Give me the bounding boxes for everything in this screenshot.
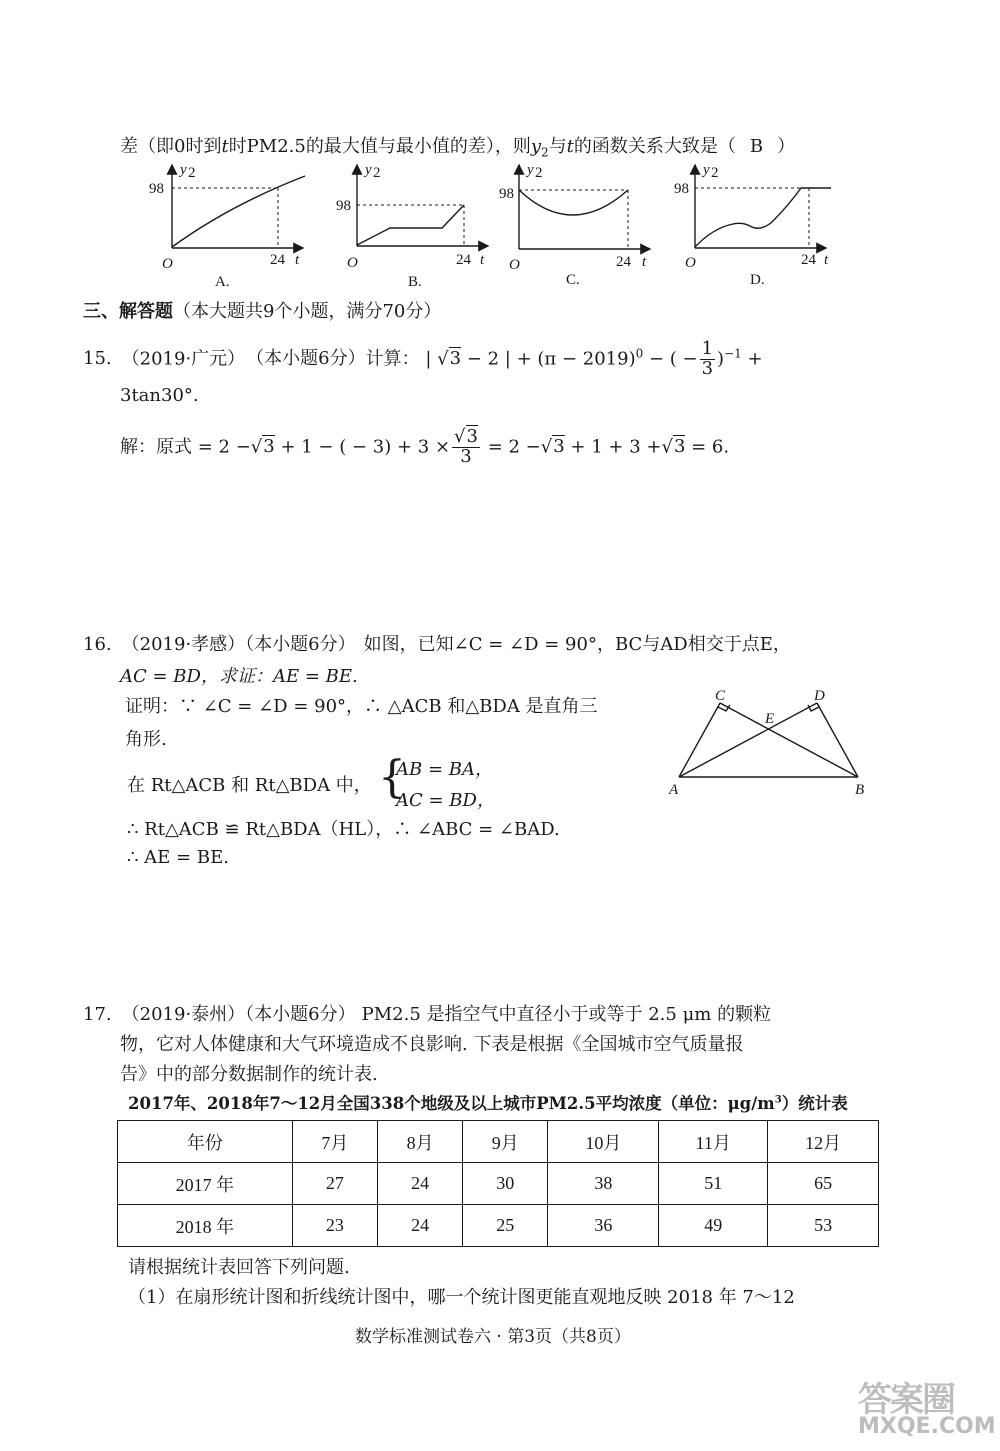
graph-a-yaxis-sub: 2 [188,165,196,181]
q14-stem-end: 的函数关系大致是（ [573,136,736,157]
table-header-cell: 12月 [768,1121,879,1163]
table-header-cell: 年份 [118,1121,293,1163]
q15-source: （2019·广元） [121,348,246,370]
table-cell: 23 [292,1205,377,1247]
table-header-cell: 9月 [463,1121,548,1163]
q15-sol-sqrt-a: 3 [263,436,275,458]
table-cell: 24 [377,1163,462,1205]
q17-stem3: 告》中的部分数据制作的统计表. [120,1064,378,1085]
q15-sol-frac-den: 3 [460,445,472,467]
graph-c-xaxis: t [642,254,647,270]
graph-b-xaxis: t [480,252,485,268]
section-heading [83,297,441,323]
q17-stem1-text: PM2.5 是指空气中直径小于或等于 2.5 μm 的颗粒 [361,1004,772,1025]
graph-b-origin: O [347,255,358,271]
fig-label-b: B [855,782,865,798]
graph-c-label: C. [566,272,580,288]
q15-sol-fraction [452,428,480,467]
q15-solution: 解：原式 = 2 −√3 + 1 − ( − 3) + 3 × $\frac{√3}{3}$ = 2 −√3 + 1 + 3 +√3 = 6. [120,426,730,467]
graph-a [145,160,315,290]
q14-stem [120,132,795,160]
graph-c [492,160,662,290]
fig-label-e: E [765,711,775,727]
table-cell: 53 [768,1205,879,1247]
graph-d-yaxis: y [703,162,710,178]
q14-close: ） [777,136,796,157]
q16-proof1: 证明：∵ ∠C = ∠D = 90°，∴ △ACB 和△BDA 是直角三 [125,696,598,717]
q16-sys1: AB = BA， [396,759,493,780]
graph-a-ytick: 98 [149,181,164,197]
q15-sol4: + 1 + 3 + [564,436,662,458]
q15-expr1: | [425,348,438,370]
q15-sqrt3: 3 [449,348,462,370]
q15-sol-sqrt-b: 3 [553,436,565,458]
q17-points: （本小题6分） [245,1004,356,1025]
table-cell: 2017 年 [118,1163,293,1205]
table-header-cell: 10月 [548,1121,659,1163]
q17-after: 请根据统计表回答下列问题. [128,1257,350,1278]
q15-exp0: 0 [635,346,644,361]
table-header-cell: 7月 [292,1121,377,1163]
graph-b-yaxis-sub: 2 [373,165,381,181]
q14-stem-and: 与 [548,136,567,157]
table-cell: 2018 年 [118,1205,293,1247]
graph-d [668,160,838,290]
q15-frac-den: 3 [701,357,714,379]
graph-d-yaxis-sub: 2 [711,165,719,181]
q17-stem1 [83,1000,771,1026]
graph-b [330,160,500,290]
q16-number: 16. [83,634,112,655]
q14-var-t: t [221,136,229,157]
q15-line2: 3tan30°. [120,385,199,406]
section-title: 三、解答题 [83,301,173,322]
q17-table-title-end: ）统计表 [781,1094,848,1113]
page-footer: 数学标准测试卷六 · 第3页（共8页） [355,1327,631,1347]
table-cell: 38 [548,1163,659,1205]
q15-sol3: = 2 − [481,436,541,458]
graph-c-ytick: 98 [499,186,514,202]
graph-b-label: B. [408,274,422,290]
graph-c-yaxis: y [527,162,534,178]
table-cell: 36 [548,1205,659,1247]
graph-a-yaxis: y [180,162,187,178]
graph-b-xtick: 24 [456,252,471,268]
table-row [118,1163,879,1205]
q17-number: 17. [83,1004,112,1025]
q15-sol-sqrt-c: 3 [673,436,686,458]
q15-frac-num: 1 [701,338,714,359]
q15-expm1: −1 [724,346,742,361]
q15-sol-frac-num: √3 [454,426,478,447]
table-header-cell: 8月 [377,1121,462,1163]
q15-ask: 计算： [365,348,420,370]
q16-points: （本小题6分） [245,634,356,655]
graph-b-yaxis: y [365,162,372,178]
q14-stem-mid: 时PM2.5的最大值与最小值的差），则 [228,136,531,157]
table-cell: 27 [292,1163,377,1205]
q16-proof4: ∴ Rt△ACB ≌ Rt△BDA（HL），∴ ∠ABC = ∠BAD. [127,819,560,840]
q15-expr4: ) [717,348,725,370]
q17-table-title [128,1090,848,1114]
q14-var-t2: t [566,136,574,157]
q15-sol1: 原式 = 2 − [156,436,251,458]
graph-d-xaxis: t [824,252,829,268]
fig-label-d: D [814,688,825,704]
q16-sys2: AC = BD， [396,790,495,811]
q16-figure [665,685,875,805]
q16-stem1 [83,630,791,656]
q15-stem: 15. （2019·广元） （本小题6分）计算： | √3 − 2 | + $(\pi - 2019)^0$ − ( − $\frac{1}{3}$ )$^{-1}$ + [83,338,763,379]
q17-table-title-sup: 3 [774,1094,782,1106]
graph-a-xtick: 24 [270,252,285,268]
q15-fraction [700,340,715,379]
table-cell: 65 [768,1163,879,1205]
q16-stem2: AC = BD，求证：AE = BE. [120,666,358,687]
fig-label-c: C [715,688,726,704]
q16-system-brace: { [378,752,406,803]
q14-var-y: y [530,136,542,157]
q15-points: （本小题6分） [255,348,366,370]
graph-d-ytick: 98 [674,181,689,197]
q15-sol2: + 1 − ( − 3) + 3 × [274,436,451,458]
watermark-url: MXQE.COM [858,1414,996,1439]
watermark-logo: 答案圈 [858,1380,954,1420]
section-note: （本大题共9个小题，满分70分） [173,301,442,322]
q15-number: 15. [83,348,112,370]
fig-label-a: A [669,782,679,798]
graph-a-origin: O [162,256,173,272]
table-row [118,1205,879,1247]
pm25-table [117,1120,879,1247]
graph-c-origin: O [509,257,520,273]
q17-table-title-text: 2017年、2018年7～12月全国338个地级及以上城市PM2.5平均浓度（单位：μg/m [128,1094,775,1113]
q16-proof2: 角形. [125,729,167,750]
q14-var-y-sub: 2 [541,145,549,160]
graph-c-yaxis-sub: 2 [535,165,543,181]
q15-sol-frac-sqrt: 3 [466,426,478,447]
graph-d-xtick: 24 [801,252,816,268]
q16-source: （2019·孝感） [121,634,246,655]
q16-proof3: 在 Rt△ACB 和 Rt△BDA 中， [127,775,372,796]
q14-stem-text: 差（即0时到 [120,136,222,157]
q16-stem1-text: 如图，已知∠C = ∠D = 90°，BC与AD相交于点E， [363,634,791,655]
table-cell: 51 [659,1163,768,1205]
q17-source: （2019·泰州） [121,1004,246,1025]
table-cell: 30 [463,1163,548,1205]
table-cell: 24 [377,1205,462,1247]
graph-a-label: A. [215,274,230,290]
q15-sol5: = 6. [685,436,730,458]
q15-expr2: − 2 | + (π − 2019) [461,348,636,370]
table-cell: 25 [463,1205,548,1247]
q15-expr3: − ( − [643,348,698,370]
q14-answer: B [749,136,764,157]
q15-expr5: + [741,348,763,370]
graph-c-xtick: 24 [616,254,631,270]
q16-proof5: ∴ AE = BE. [127,847,229,868]
table-cell: 49 [659,1205,768,1247]
q17-sub1: （1）在扇形统计图和折线统计图中，哪一个统计图更能直观地反映 2018 年 7～12 [128,1287,795,1308]
table-header-cell: 11月 [659,1121,768,1163]
graph-d-origin: O [685,255,696,271]
q15-sol-label: 解： [120,436,156,458]
graph-a-xaxis: t [295,252,300,268]
graph-b-ytick: 98 [336,198,351,214]
table-header-row [118,1121,879,1163]
q17-stem2: 物，它对人体健康和大气环境造成不良影响. 下表是根据《全国城市空气质量报 [120,1034,744,1055]
graph-d-label: D. [750,272,765,288]
